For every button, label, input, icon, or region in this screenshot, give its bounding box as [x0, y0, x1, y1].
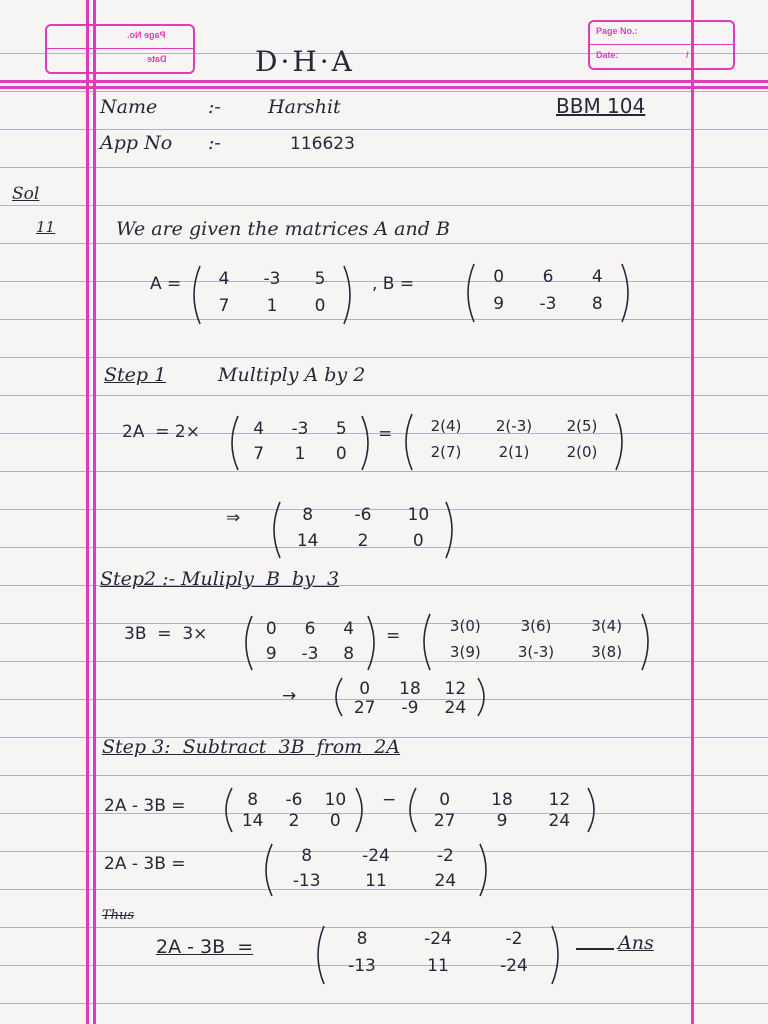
date-label: Date: [596, 50, 619, 60]
left-paren [274, 502, 280, 558]
step1-eq: = [378, 424, 393, 444]
name-sep: :- [208, 96, 221, 118]
left-paren [336, 678, 342, 716]
struck-word: Thus [102, 908, 135, 923]
right-paren [446, 502, 452, 558]
matrix-cell: 0 [265, 618, 277, 639]
matrix-cell: 9 [496, 810, 508, 831]
matrix-a [188, 264, 356, 326]
matrix-cell: -3 [539, 294, 557, 315]
matrix-cell: 4 [591, 266, 603, 287]
app-no-sep: :- [208, 132, 221, 154]
matrix-cell: 8 [302, 504, 314, 525]
step2-eq: = [386, 626, 401, 646]
step1-lhs: 2A = 2× [122, 422, 200, 442]
matrix-cell: 2(4) [430, 416, 462, 435]
right-paren [588, 788, 594, 832]
a-label: A = [150, 274, 182, 294]
matrix-cell: 3(0) [449, 616, 481, 635]
matrix-cell: 27 [433, 810, 456, 831]
matrix-b [462, 262, 634, 324]
matrix-cell: 6 [542, 266, 554, 287]
matrix-cell: 5 [314, 268, 326, 289]
mirrored-date: Date [147, 54, 167, 64]
step2-lhs: 3B = 3× [124, 624, 208, 644]
matrix-cell: 2(5) [566, 416, 598, 435]
matrix-cell: 1 [294, 444, 306, 465]
box-divider [590, 44, 733, 45]
matrix-cell: 0 [412, 531, 424, 552]
left-paren [424, 614, 430, 670]
step3-result-matrix [260, 842, 492, 898]
matrix-cell: 2(1) [498, 443, 530, 462]
matrix-cell: -6 [354, 504, 372, 525]
step3-lhs2: 2A - 3B = [104, 854, 186, 874]
matrix-cell: 4 [218, 268, 230, 289]
step1-matrix-a [226, 414, 374, 472]
matrix-cell: 8 [247, 789, 259, 810]
matrix-cell: 12 [548, 789, 571, 810]
matrix-cell: -6 [285, 789, 303, 810]
step2-expanded-matrix [418, 612, 654, 672]
matrix-cell: -24 [362, 846, 390, 867]
step1-arrow: ⇒ [226, 508, 241, 528]
matrix-cell: 9 [493, 294, 505, 315]
mirrored-page-no: Page No. [127, 30, 166, 40]
matrix-cell: 24 [444, 697, 467, 718]
matrix-cell: -9 [401, 697, 419, 718]
matrix-cell: 14 [296, 531, 319, 552]
matrix-cell: 0 [329, 810, 341, 831]
matrix-cell: 3(4) [591, 616, 623, 635]
matrix-cell: 8 [591, 294, 603, 315]
matrix-cell: 7 [218, 296, 230, 317]
matrix-cell: 2 [288, 810, 300, 831]
app-no-value: 116623 [290, 134, 355, 154]
name-value: Harshit [268, 96, 341, 118]
answer-mark: Ans [618, 932, 654, 954]
left-margin-line-2 [93, 0, 96, 1024]
matrix-cell: 14 [241, 810, 264, 831]
left-paren [468, 264, 474, 322]
matrix-cell: 2(-3) [495, 416, 533, 435]
matrix-cell: -24 [500, 956, 528, 977]
matrix-cell: 0 [335, 444, 347, 465]
matrix-cell: 2 [357, 531, 369, 552]
left-paren [194, 266, 200, 324]
intro-text: We are given the matrices A and B [116, 218, 450, 240]
matrix-cell: 3(9) [449, 643, 481, 662]
step3-right-matrix [404, 786, 600, 834]
right-paren [552, 926, 558, 984]
step2-matrix-b [240, 614, 380, 672]
step1-expanded-matrix [400, 412, 628, 472]
matrix-cell: -13 [348, 956, 376, 977]
matrix-cell: 10 [407, 504, 430, 525]
left-paren [266, 844, 272, 896]
answer-dash [576, 948, 614, 950]
step3-lhs1: 2A - 3B = [104, 796, 186, 816]
right-paren [478, 678, 484, 716]
matrix-cell: 9 [265, 644, 277, 665]
course-code: BBM 104 [556, 94, 646, 118]
matrix-cell: 3(-3) [517, 643, 555, 662]
matrix-cell: 4 [253, 418, 265, 439]
step2-arrow: → [282, 686, 297, 706]
matrix-cell: -3 [291, 418, 309, 439]
matrix-cell: 1 [266, 296, 278, 317]
matrix-cell: 18 [491, 789, 513, 810]
box-divider [47, 48, 193, 49]
matrix-cell: -2 [505, 928, 523, 949]
matrix-cell: -3 [301, 644, 319, 665]
matrix-cell: 8 [301, 846, 313, 867]
left-paren [410, 788, 416, 832]
right-paren [616, 414, 622, 470]
step3-heading: Step 3: Subtract 3B from 2A [102, 736, 401, 758]
matrix-cell: 0 [314, 296, 326, 317]
step1-heading: Step 1 [104, 364, 167, 386]
page-title: D·H·A [255, 45, 355, 78]
matrix-cell: 24 [434, 871, 457, 892]
matrix-cell: 12 [444, 679, 467, 700]
step2-result-matrix [330, 676, 490, 718]
top-margin-line [0, 80, 768, 83]
final-result-matrix [312, 924, 564, 986]
matrix-cell: -3 [263, 268, 281, 289]
right-margin-line [691, 0, 694, 1024]
b-label: , B = [372, 274, 415, 294]
matrix-cell: 24 [548, 810, 571, 831]
matrix-cell: 0 [359, 679, 371, 700]
matrix-cell: 27 [353, 697, 376, 718]
matrix-cell: 11 [365, 871, 387, 892]
margin-sol: Sol [12, 184, 40, 204]
matrix-cell: -13 [292, 871, 321, 892]
matrix-cell: 2(0) [566, 443, 598, 462]
step3-left-matrix [220, 786, 368, 834]
left-header-box [45, 24, 195, 74]
matrix-cell: 0 [439, 789, 451, 810]
matrix-cell: 3(6) [520, 616, 552, 635]
step1-text: Multiply A by 2 [218, 364, 366, 386]
step1-result-matrix [268, 500, 458, 560]
matrix-cell: 5 [335, 418, 347, 439]
matrix-cell: 8 [343, 644, 355, 665]
matrix-cell: 0 [493, 266, 505, 287]
margin-number: 11 [36, 218, 56, 236]
final-lhs: 2A - 3B = [156, 936, 254, 958]
matrix-cell: 3(8) [591, 643, 623, 662]
right-paren [480, 844, 486, 896]
matrix-cell: 6 [304, 618, 316, 639]
top-margin-line-2 [0, 86, 768, 89]
matrix-cell: 18 [399, 679, 421, 700]
right-paren [642, 614, 648, 670]
step2-heading: Step2 :- Muliply B by 3 [100, 568, 340, 590]
matrix-cell: 4 [343, 618, 355, 639]
matrix-cell: -2 [436, 846, 454, 867]
matrix-cell: -24 [424, 928, 452, 949]
matrix-cell: 2(7) [430, 443, 462, 462]
matrix-cell: 10 [324, 789, 347, 810]
page-date-box [588, 20, 735, 70]
left-paren [406, 414, 412, 470]
left-paren [318, 926, 324, 984]
right-paren [344, 266, 350, 324]
left-margin-line [86, 0, 89, 1024]
name-label: Name [100, 96, 158, 118]
right-paren [622, 264, 628, 322]
matrix-cell: 11 [427, 956, 449, 977]
matrix-cell: 7 [253, 444, 265, 465]
page-no-label: Page No.: [596, 26, 638, 36]
app-no-label: App No [100, 132, 173, 154]
date-slash: / [686, 50, 689, 60]
matrix-cell: 8 [356, 928, 368, 949]
step3-minus: − [382, 790, 397, 810]
